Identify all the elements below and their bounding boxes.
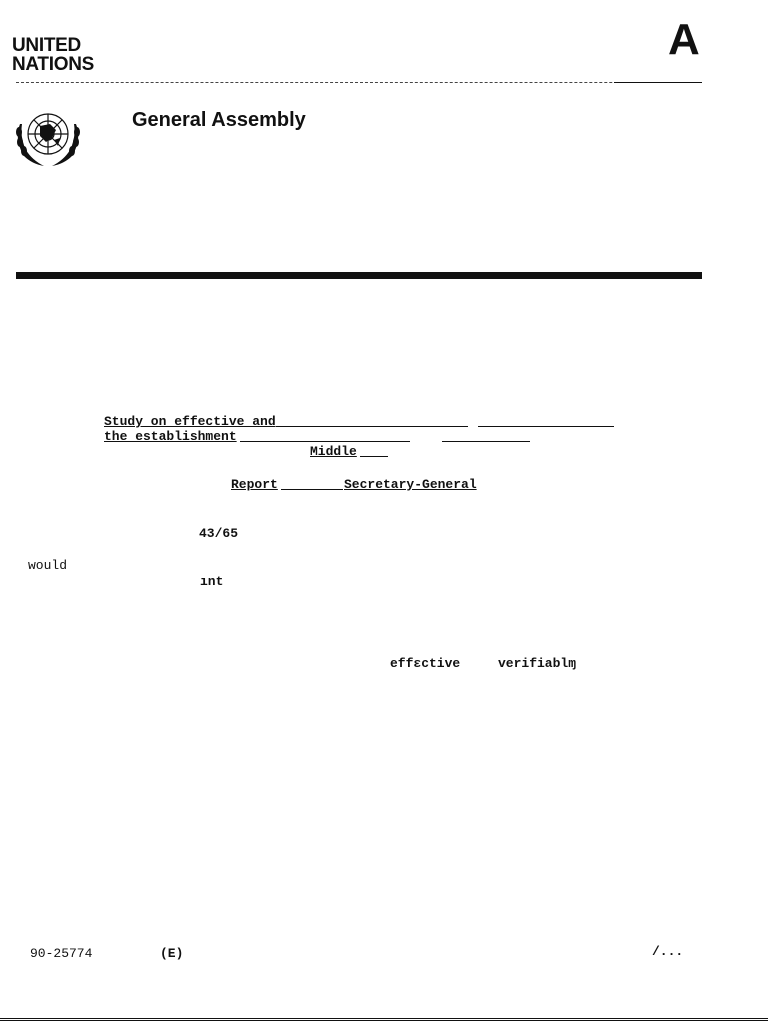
continuation-mark: /... [652,944,684,959]
body-fragment-would: would [28,558,68,573]
title-line-1-rule-a [276,426,468,427]
title-line-3: Middle [310,444,357,459]
report-rule [281,489,343,490]
org-name-line2: NATIONS [12,54,94,75]
header-divider [16,82,702,83]
body-fragment-nt: ınt [200,574,224,589]
body-fragment-verifiable: verifiablɱ [498,656,577,671]
title-line-2-rule-a [240,441,410,442]
document-number: 90-25774 [30,946,93,961]
body-fragment-effective: effεctive [390,656,461,671]
resolution-reference: 43/65 [199,526,239,541]
org-name [12,36,94,74]
language-code: (E) [160,946,184,961]
title-line-1-rule-b [478,426,614,427]
organ-name: General Assembly [132,109,306,131]
title-divider [16,272,702,279]
title-line-1: Study on effective and [104,414,276,429]
header-divider-right [614,82,702,83]
title-line-3-rule [360,456,388,457]
un-emblem-icon [10,104,86,170]
document-symbol-letter: A [668,15,700,64]
bottom-divider [0,1018,768,1021]
org-name-line1: UNITED [12,35,81,56]
title-line-2: the establishment [104,429,237,444]
title-line-2-rule-b [442,441,530,442]
report-word: Report [231,477,278,492]
secretary-general-word: Secretary-General [344,477,477,492]
